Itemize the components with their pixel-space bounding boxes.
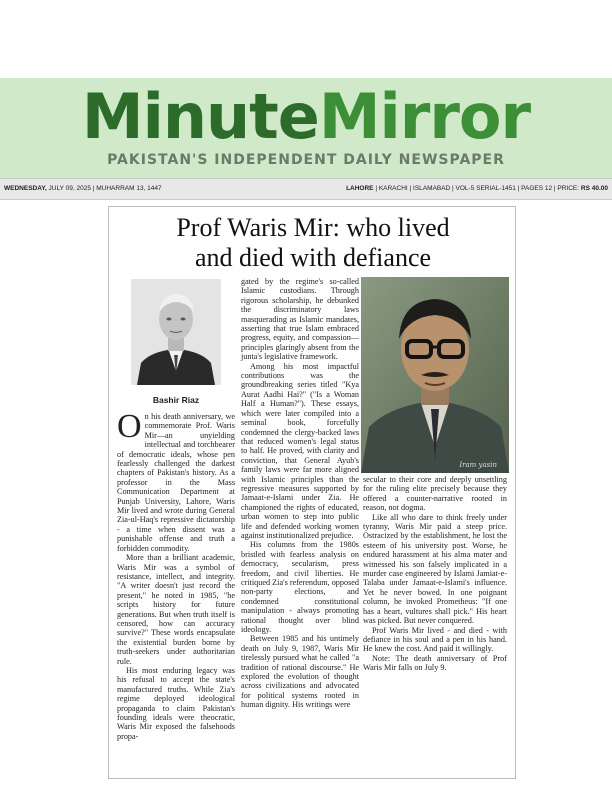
- paragraph: Among his most impactful contributions was the groundbreaking series titled "Kya Aurat Aadhi Hai?" ("Is a Woman Half a Human?"). These essays, which were later compiled into a seminal book, forcefully condemned the clergy-backed laws that reduced women's legal status to half. He proved, with clarity and conviction, that General Ayub's family laws were far more aligned with Islamic principles than the regressive measures supported by Jamaat-e-Islami under Zia. He championed the rights of educated, urban women to step into public life and defended working women against institutionalized prejudice.: [241, 361, 359, 540]
- issue-day: WEDNESDAY,: [4, 185, 47, 192]
- article-headline: [109, 213, 517, 273]
- paragraph: His most enduring legacy was his refusal to accept the state's manufactured truths. While Zia's regime deployed ideological propaganda to claim Pakistan's founding ideals were theocratic, Waris Mir exposed the falsehoods propa-: [117, 665, 235, 741]
- article-column-1: [117, 408, 235, 741]
- issue-details: [346, 179, 608, 199]
- article: [108, 206, 516, 779]
- author-photo: [131, 279, 221, 385]
- masthead: [0, 78, 612, 178]
- paragraph: Between 1985 and his untimely death on July 9, 1987, Waris Mir tirelessly pursued what he called "a tradition of rational discourse." He explored the evolution of thought across civilizations and advocated for political systems rooted in human dignity. His writings were: [241, 634, 359, 710]
- paragraph: His columns from the 1980s bristled with fearless analysis on democracy, secularism, press freedom, and civil liberties. He critiqued Zia's referendum, opposed non-party elections, and condemned constitutional manipulation - always promoting rational thought over blind ideology.: [241, 540, 359, 635]
- portrait-painting-image: [361, 277, 509, 473]
- portrait-signature: Iram yasin: [459, 461, 497, 469]
- paragraph: Note: The death anniversary of Prof Waris Mir falls on July 9.: [363, 653, 507, 673]
- author-photo-image: [131, 279, 221, 385]
- paragraph: gated by the regime's so-called Islamic custodians. Through rigorous scholarship, he debunked the discriminatory laws masquerading as Islamic mandates, asserting that true Islam embraced progress, equity, and compassion—principles glaringly absent from the junta's legislative framework.: [241, 277, 359, 362]
- portrait-painting: [361, 277, 509, 473]
- paragraph: Like all who dare to think freely under tyranny, Waris Mir paid a steep price. Ostracized by the establishment, he lost the esteem of his university post. Worse, he endured harassment at his alma mater and witnessed his son falsely implicated in a murder case engineered by Islami Jamiat-e-Talaba under Jamaat-e-Islami's influence. Yet he never bowed. In one poignant column, he invoked Prometheus: "If one has a heart, vultures shall pick." His heart was picked. But never conquered.: [363, 512, 507, 626]
- masthead-title[interactable]: [0, 82, 612, 152]
- masthead-title-part1: Minute: [81, 80, 319, 153]
- paragraph: secular to their core and deeply unsettling for the ruling elite precisely because they offered a counter-narrative rooted in reason, not dogma.: [363, 475, 507, 513]
- paragraph-text: n his death anniversary, we commemorate Prof. Waris Mir—an unyielding intellectual and torchbearer of democratic ideals, whose pen fearlessly challenged the darkest chapters of Pakistan's history. As a professor in the Mass Communication Department at Punjab University, Lahore, Waris Mir lived and wrote during General Zia-ul-Haq's repressive dictatorship - a time when dissent was a punishable offense and truth a forbidden commodity.: [117, 412, 235, 553]
- headline-line-2: and died with defiance: [194, 243, 432, 272]
- paragraph: More than a brilliant academic, Waris Mir was a symbol of resistance, intellect, and integrity. "A writer doesn't just record the present," he noted in 1985, "he scripts history for future generations. But when truth itself is censored, how can accuracy survive?" These words encapsulate the existential burden borne by truth-seekers under authoritarian rule.: [117, 553, 235, 666]
- author-byline: Bashir Riaz: [152, 395, 200, 405]
- article-column-2: [241, 277, 359, 710]
- issue-city: LAHORE: [346, 185, 374, 192]
- masthead-tagline: PAKISTAN'S INDEPENDENT DAILY NEWSPAPER: [107, 152, 505, 168]
- issue-date: [4, 179, 162, 199]
- issue-price: RS 40.00: [580, 185, 608, 192]
- paragraph: Prof Waris Mir lived - and died - with defiance in his soul and a pen in his hand. He knew the cost. And paid it willingly.: [363, 625, 507, 654]
- drop-cap: O: [117, 408, 142, 445]
- masthead-title-part2: Mirror: [318, 80, 531, 153]
- issue-details-text: | KARACHI | ISLAMABAD | VOL-5 SERIAL-1451 | PAGES 12 | PRICE:: [373, 185, 581, 192]
- issue-info-bar: [0, 178, 612, 200]
- article-column-3: [363, 475, 507, 673]
- paragraph: [117, 408, 235, 553]
- headline-line-1: Prof Waris Mir: who lived: [176, 213, 450, 242]
- issue-date-text: JULY 09, 2025 | MUHARRAM 13, 1447: [46, 185, 162, 192]
